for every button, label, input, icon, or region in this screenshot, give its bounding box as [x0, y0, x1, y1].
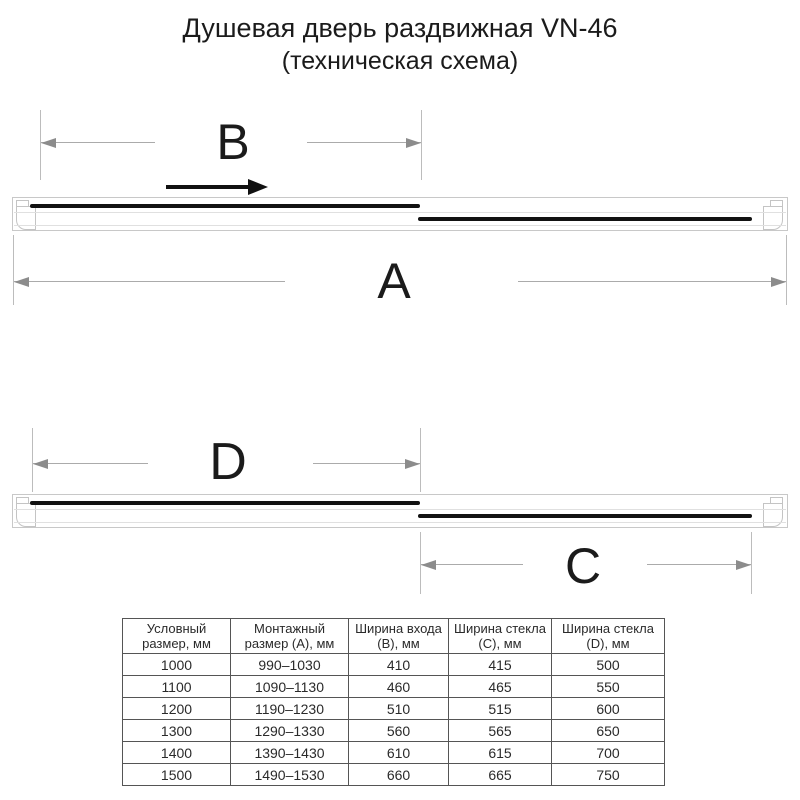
- dim-b-line-left: [41, 142, 155, 143]
- table-cell: 560: [349, 720, 449, 742]
- dim-a-label: A: [377, 253, 411, 309]
- title-line-1: Душевая дверь раздвижная VN-46: [182, 13, 618, 43]
- table-row: [123, 676, 665, 698]
- table-cell: 650: [552, 720, 665, 742]
- table-cell: 1100: [123, 676, 231, 698]
- dim-c-label: C: [564, 538, 602, 594]
- dim-c-arrowhead-right-icon: [736, 560, 751, 570]
- table-cell: 665: [449, 764, 552, 786]
- table-cell: 410: [349, 654, 449, 676]
- table-cell: 990–1030: [231, 654, 349, 676]
- table-cell: 515: [449, 698, 552, 720]
- top-fixed-glass-panel: [418, 217, 752, 221]
- table-cell: 465: [449, 676, 552, 698]
- table-cell: 415: [449, 654, 552, 676]
- table-header-cell: Ширина входа (B), мм: [349, 619, 449, 654]
- table-cell: 460: [349, 676, 449, 698]
- table-cell: 1090–1130: [231, 676, 349, 698]
- dim-d-line-left: [33, 463, 148, 464]
- bottom-right-wall-profile-body: [763, 503, 783, 527]
- dim-c-line-left: [421, 564, 523, 565]
- table-row: [123, 654, 665, 676]
- table-cell: 550: [552, 676, 665, 698]
- slide-direction-arrowhead-icon: [248, 179, 268, 195]
- table-row: [123, 720, 665, 742]
- table-cell: 1500: [123, 764, 231, 786]
- table-cell: 1290–1330: [231, 720, 349, 742]
- table-cell: 1190–1230: [231, 698, 349, 720]
- table-cell: 615: [449, 742, 552, 764]
- table-cell: 500: [552, 654, 665, 676]
- dim-d-arrowhead-right-icon: [405, 459, 420, 469]
- size-table-body: [123, 654, 665, 786]
- table-cell: 1000: [123, 654, 231, 676]
- slide-direction-arrow-icon: [166, 185, 248, 189]
- top-track-inner-line-1: [14, 212, 786, 213]
- dim-d-arrowhead-left-icon: [33, 459, 48, 469]
- dim-a-extension-right: [786, 235, 787, 305]
- dim-d-extension-right: [420, 428, 421, 492]
- table-cell: 1390–1430: [231, 742, 349, 764]
- dim-a-line-left: [14, 281, 285, 282]
- top-right-wall-profile-body: [763, 206, 783, 230]
- table-cell: 1200: [123, 698, 231, 720]
- bottom-sliding-glass-panel: [30, 501, 420, 505]
- table-cell: 1300: [123, 720, 231, 742]
- dim-d-line-right: [313, 463, 420, 464]
- bottom-fixed-glass-panel: [418, 514, 752, 518]
- dim-b-extension-right: [421, 110, 422, 180]
- table-cell: 1400: [123, 742, 231, 764]
- top-sliding-glass-panel: [30, 204, 420, 208]
- dim-a-arrowhead-right-icon: [771, 277, 786, 287]
- table-cell: 660: [349, 764, 449, 786]
- page-title: [0, 10, 800, 76]
- table-cell: 610: [349, 742, 449, 764]
- size-table-head: [123, 619, 665, 654]
- dim-d-label: D: [209, 433, 247, 491]
- dim-b-arrowhead-left-icon: [41, 138, 56, 148]
- table-row: [123, 698, 665, 720]
- table-cell: 600: [552, 698, 665, 720]
- top-left-wall-profile-body: [16, 206, 36, 230]
- bottom-track-inner-line-2: [14, 522, 786, 523]
- table-cell: 510: [349, 698, 449, 720]
- table-header-cell: Монтажный размер (А), мм: [231, 619, 349, 654]
- table-cell: 750: [552, 764, 665, 786]
- dim-a-extension-left: [13, 235, 14, 305]
- dim-a-line-right: [518, 281, 786, 282]
- table-header-cell: Условный размер, мм: [123, 619, 231, 654]
- table-row: [123, 742, 665, 764]
- dim-a-arrowhead-left-icon: [14, 277, 29, 287]
- table-cell: 700: [552, 742, 665, 764]
- table-header-row: [123, 619, 665, 654]
- bottom-track-inner-line-1: [14, 509, 786, 510]
- dim-b-line-right: [307, 142, 421, 143]
- table-header-cell: Ширина стекла (D), мм: [552, 619, 665, 654]
- top-track-inner-line-2: [14, 225, 786, 226]
- table-cell: 1490–1530: [231, 764, 349, 786]
- dim-c-arrowhead-left-icon: [421, 560, 436, 570]
- bottom-left-wall-profile-body: [16, 503, 36, 527]
- table-cell: 565: [449, 720, 552, 742]
- size-table: [122, 618, 665, 786]
- title-line-2: (техническая схема): [281, 47, 519, 75]
- dim-b-label: B: [216, 114, 250, 170]
- dim-b-arrowhead-right-icon: [406, 138, 421, 148]
- dim-c-extension-right: [751, 532, 752, 594]
- table-row: [123, 764, 665, 786]
- table-header-cell: Ширина стекла (C), мм: [449, 619, 552, 654]
